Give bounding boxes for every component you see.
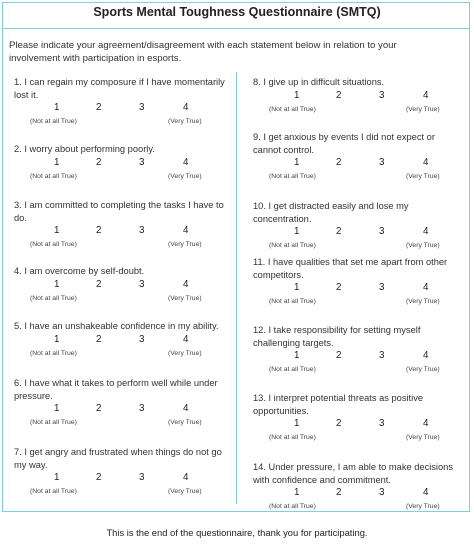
scale-low-label: (Not at all True)	[269, 298, 316, 305]
scale-low-label: (Not at all True)	[30, 419, 77, 426]
rating-option-3[interactable]: 3	[139, 102, 145, 113]
column-divider	[236, 72, 237, 504]
rating-option-2[interactable]: 2	[336, 157, 342, 168]
rating-option-4[interactable]: 4	[183, 403, 189, 414]
rating-option-4[interactable]: 4	[423, 418, 429, 429]
scale-low-label: (Not at all True)	[269, 366, 316, 373]
rating-option-2[interactable]: 2	[96, 225, 102, 236]
rating-option-1[interactable]: 1	[54, 278, 60, 290]
rating-option-1[interactable]: 1	[294, 418, 300, 429]
rating-option-2[interactable]: 2	[336, 418, 342, 429]
rating-option-2[interactable]: 2	[336, 282, 342, 293]
scale-low-label: (Not at all True)	[269, 105, 316, 113]
rating-option-3[interactable]: 3	[139, 472, 145, 483]
question-item-6	[14, 377, 230, 428]
scale-high-label: (Very True)	[406, 242, 440, 249]
rating-scale	[253, 156, 465, 182]
rating-option-3[interactable]: 3	[379, 226, 385, 237]
rating-scale	[14, 156, 230, 182]
rating-option-2[interactable]: 2	[96, 278, 102, 290]
rating-option-1[interactable]: 1	[54, 225, 60, 236]
scale-high-label: (Very True)	[406, 173, 440, 180]
question-item-1	[14, 76, 230, 127]
rating-option-4[interactable]: 4	[423, 487, 429, 498]
scale-high-label: (Very True)	[406, 366, 440, 373]
scale-low-label: (Not at all True)	[30, 294, 77, 302]
rating-option-3[interactable]: 3	[379, 487, 385, 498]
scale-high-label: (Very True)	[168, 241, 202, 248]
scale-low-label: (Not at all True)	[30, 241, 77, 248]
rating-option-1[interactable]: 1	[54, 472, 60, 483]
rating-scale	[14, 101, 230, 127]
scale-low-label: (Not at all True)	[30, 488, 77, 495]
rating-option-3[interactable]: 3	[139, 333, 145, 345]
question-item-4	[14, 265, 230, 304]
question-text: 10. I get distracted easily and lose my concentration.	[253, 201, 409, 224]
rating-scale	[253, 417, 465, 443]
rating-option-3[interactable]: 3	[379, 89, 385, 101]
scale-high-label: (Very True)	[406, 298, 440, 305]
question-item-10	[253, 200, 465, 251]
scale-low-label: (Not at all True)	[269, 503, 316, 510]
question-text: 3. I am committed to completing the tasks I have to do.	[14, 200, 224, 223]
rating-option-2[interactable]: 2	[336, 487, 342, 498]
rating-scale	[253, 89, 465, 115]
rating-option-1[interactable]: 1	[294, 89, 300, 101]
scale-high-label: (Very True)	[168, 118, 202, 125]
rating-option-2[interactable]: 2	[96, 472, 102, 483]
rating-option-3[interactable]: 3	[139, 225, 145, 236]
question-text: 9. I get anxious by events I did not expect or cannot control.	[253, 132, 435, 155]
question-item-2	[14, 143, 230, 182]
closing-message: This is the end of the questionnaire, thank you for participating.	[106, 527, 368, 538]
question-text: 13. I interpret potential threats as positive opportunities.	[253, 393, 424, 416]
rating-option-4[interactable]: 4	[183, 333, 189, 345]
rating-option-1[interactable]: 1	[54, 156, 60, 168]
rating-option-2[interactable]: 2	[336, 226, 342, 237]
scale-low-label: (Not at all True)	[30, 349, 77, 357]
rating-option-4[interactable]: 4	[183, 156, 189, 168]
question-text: 12. I take responsibility for setting myself challenging targets.	[253, 325, 421, 348]
rating-option-2[interactable]: 2	[96, 403, 102, 414]
question-text: 8. I give up in difficult situations.	[253, 77, 385, 87]
rating-option-1[interactable]: 1	[294, 157, 300, 168]
question-item-12	[253, 324, 465, 375]
rating-scale	[14, 471, 230, 497]
scale-low-label: (Not at all True)	[30, 118, 77, 125]
rating-scale	[253, 486, 465, 512]
rating-option-1[interactable]: 1	[54, 102, 60, 113]
rating-option-2[interactable]: 2	[96, 333, 102, 345]
rating-option-4[interactable]: 4	[183, 102, 189, 113]
rating-option-3[interactable]: 3	[379, 282, 385, 293]
question-text: 11. I have qualities that set me apart from other competitors.	[253, 257, 448, 280]
rating-option-1[interactable]: 1	[294, 226, 300, 237]
question-text: 1. I can regain my composure if I have momentarily lost it.	[14, 77, 225, 100]
rating-option-2[interactable]: 2	[96, 156, 102, 168]
question-item-11	[253, 256, 465, 307]
rating-scale	[14, 278, 230, 304]
rating-option-1[interactable]: 1	[54, 333, 60, 345]
question-item-9	[253, 131, 465, 182]
rating-option-4[interactable]: 4	[423, 350, 429, 361]
instructions-text: Please indicate your agreement/disagreement with each statement below in relation to your involvement with participation in esports.	[9, 40, 397, 64]
question-text: 2. I worry about performing poorly.	[14, 144, 155, 154]
rating-option-4[interactable]: 4	[423, 89, 429, 101]
question-item-3	[14, 199, 230, 250]
rating-option-2[interactable]: 2	[336, 89, 342, 101]
rating-option-4[interactable]: 4	[423, 282, 429, 293]
scale-high-label: (Very True)	[406, 503, 440, 510]
rating-scale	[253, 225, 465, 251]
rating-option-1[interactable]: 1	[294, 282, 300, 293]
rating-option-3[interactable]: 3	[139, 403, 145, 414]
scale-low-label: (Not at all True)	[269, 434, 316, 441]
rating-scale	[14, 402, 230, 428]
scale-high-label: (Very True)	[406, 434, 440, 441]
rating-option-3[interactable]: 3	[379, 418, 385, 429]
question-item-7	[14, 446, 230, 497]
question-text: 5. I have an unshakeable confidence in my ability.	[14, 321, 219, 331]
rating-option-4[interactable]: 4	[183, 472, 189, 483]
question-item-14	[253, 461, 465, 512]
question-item-8	[253, 76, 465, 115]
title-divider	[2, 28, 470, 29]
scale-low-label: (Not at all True)	[30, 172, 77, 180]
scale-low-label: (Not at all True)	[269, 173, 316, 180]
rating-scale	[253, 349, 465, 375]
rating-option-3[interactable]: 3	[379, 350, 385, 361]
page-title: Sports Mental Toughness Questionnaire (SMTQ)	[93, 5, 381, 19]
question-item-5	[14, 320, 230, 359]
scale-high-label: (Very True)	[168, 294, 202, 302]
question-text: 7. I get angry and frustrated when things do not go my way.	[14, 447, 222, 470]
question-text: 6. I have what it takes to perform well while under pressure.	[14, 378, 218, 401]
rating-scale	[14, 224, 230, 250]
rating-option-3[interactable]: 3	[139, 278, 145, 290]
scale-high-label: (Very True)	[168, 172, 202, 180]
rating-option-4[interactable]: 4	[183, 225, 189, 236]
rating-option-2[interactable]: 2	[96, 102, 102, 113]
question-text: 4. I am overcome by self-doubt.	[14, 266, 145, 276]
scale-high-label: (Very True)	[168, 349, 202, 357]
rating-option-2[interactable]: 2	[336, 350, 342, 361]
question-item-13	[253, 392, 465, 443]
rating-option-4[interactable]: 4	[423, 226, 429, 237]
rating-option-1[interactable]: 1	[294, 350, 300, 361]
rating-option-3[interactable]: 3	[379, 157, 385, 168]
rating-option-1[interactable]: 1	[54, 403, 60, 414]
scale-low-label: (Not at all True)	[269, 242, 316, 249]
rating-scale	[14, 333, 230, 359]
scale-high-label: (Very True)	[168, 419, 202, 426]
rating-option-3[interactable]: 3	[139, 156, 145, 168]
rating-option-1[interactable]: 1	[294, 487, 300, 498]
rating-scale	[253, 281, 465, 307]
rating-option-4[interactable]: 4	[183, 278, 189, 290]
scale-high-label: (Very True)	[168, 488, 202, 495]
scale-high-label: (Very True)	[406, 105, 440, 113]
rating-option-4[interactable]: 4	[423, 157, 429, 168]
question-text: 14. Under pressure, I am able to make decisions with confidence and commitment.	[253, 462, 453, 485]
